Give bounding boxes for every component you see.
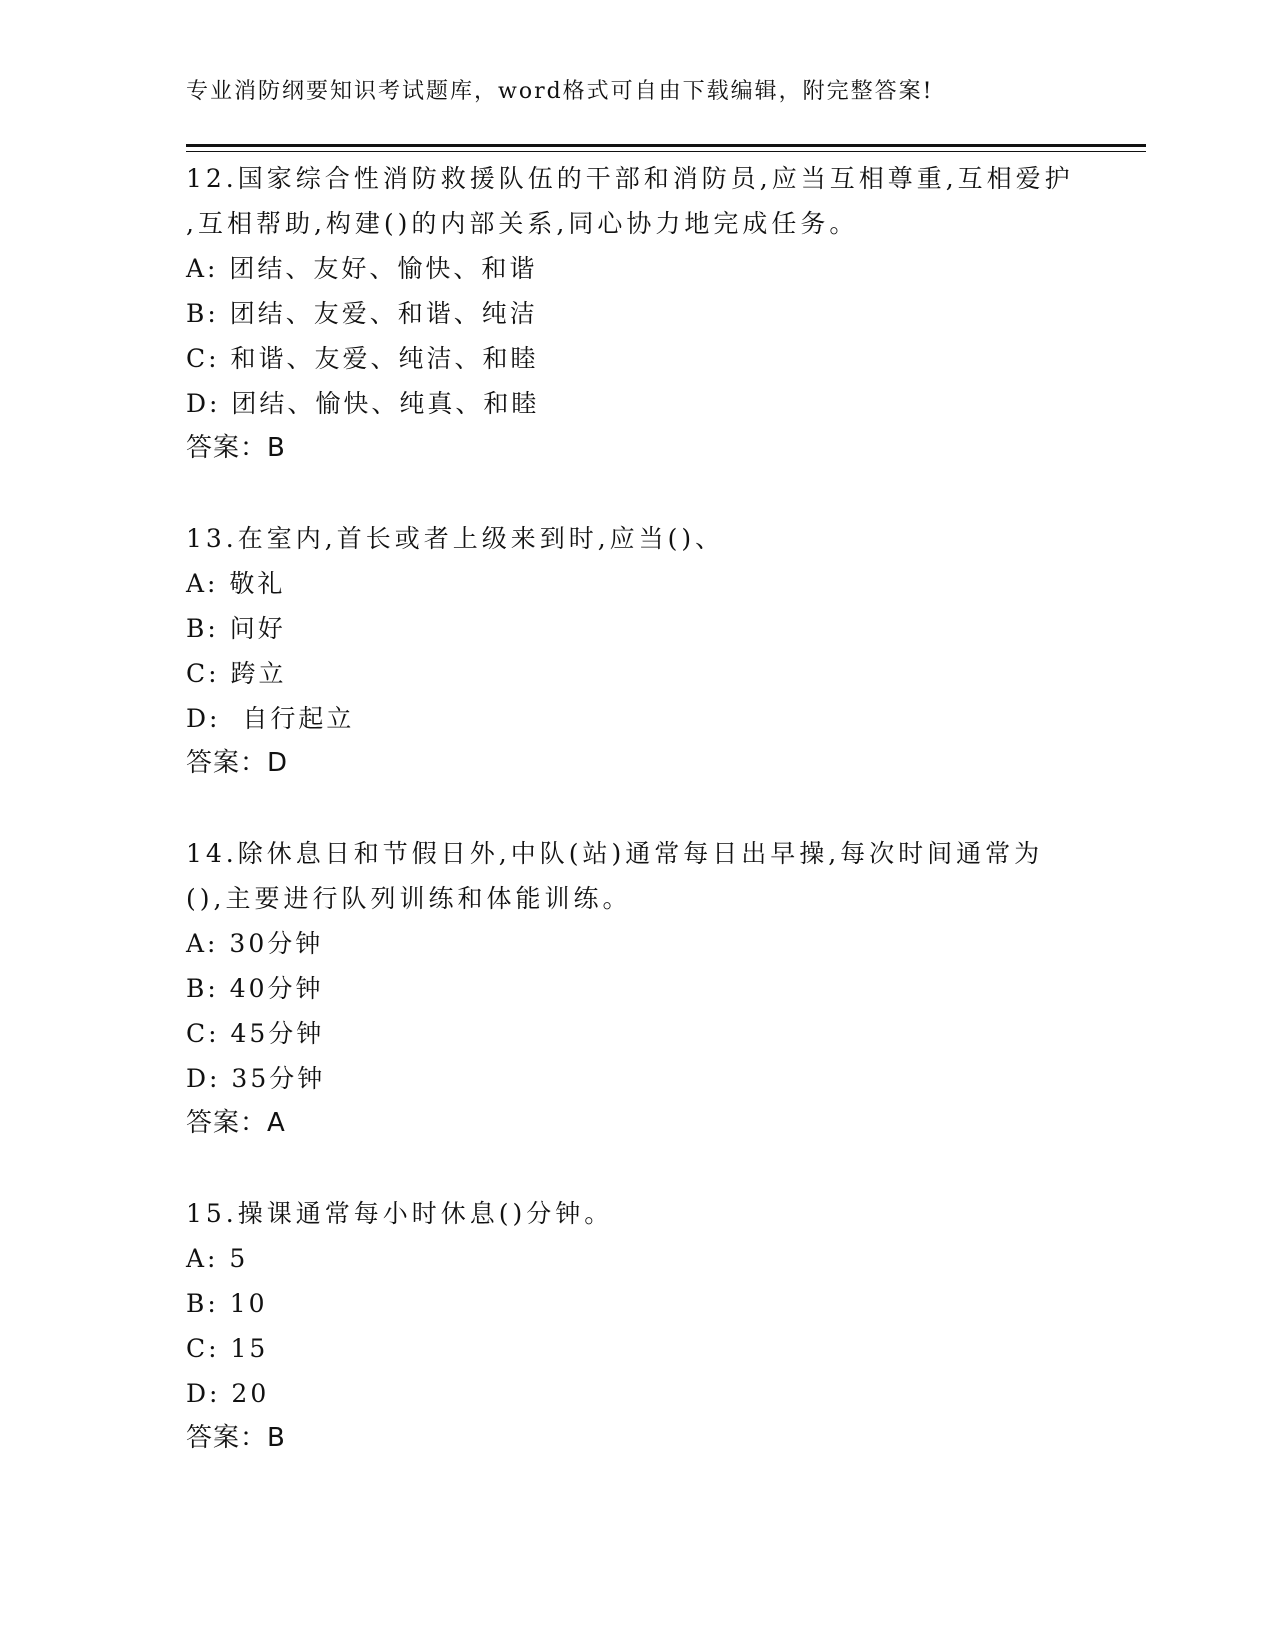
question-12	[186, 156, 1146, 471]
question-text-line: ,互相帮助,构建()的内部关系,同心协力地完成任务。	[186, 209, 859, 238]
option-d: D: 自行起立	[186, 704, 355, 733]
option-c: C: 和谐、友爱、纯洁、和睦	[186, 344, 539, 373]
question-text-line: 14.除休息日和节假日外,中队(站)通常每日出早操,每次时间通常为	[186, 839, 1044, 868]
option-a: A: 30分钟	[186, 929, 324, 958]
option-a: A: 5	[186, 1244, 249, 1273]
option-d: D: 20	[186, 1379, 270, 1408]
option-d: D: 35分钟	[186, 1064, 326, 1093]
answer: 答案：A	[186, 1108, 286, 1138]
option-a: A: 团结、友好、愉快、和谐	[186, 254, 538, 283]
question-text-line: 12.国家综合性消防救援队伍的干部和消防员,应当互相尊重,互相爱护	[186, 164, 1074, 193]
option-d: D: 团结、愉快、纯真、和睦	[186, 389, 540, 418]
header-rule-thick	[186, 144, 1146, 147]
question-text-line: 15.操课通常每小时休息()分钟。	[186, 1199, 614, 1228]
option-b: B: 问好	[186, 614, 286, 643]
question-text-line: 13.在室内,首长或者上级来到时,应当()、	[186, 524, 725, 553]
option-b: B: 10	[186, 1289, 268, 1318]
question-15	[186, 1191, 1146, 1461]
answer: 答案：B	[186, 433, 286, 463]
answer: 答案：B	[186, 1423, 286, 1453]
option-c: C: 跨立	[186, 659, 287, 688]
question-13	[186, 516, 1146, 786]
question-text-line: (),主要进行队列训练和体能训练。	[186, 884, 632, 913]
option-c: C: 15	[186, 1334, 269, 1363]
page-header: 专业消防纲要知识考试题库，word格式可自由下载编辑，附完整答案!	[186, 79, 934, 104]
header-rule-thin	[186, 151, 1146, 152]
option-a: A: 敬礼	[186, 569, 286, 598]
question-14	[186, 831, 1146, 1146]
answer: 答案：D	[186, 748, 289, 778]
option-b: B: 40分钟	[186, 974, 324, 1003]
question-list	[186, 156, 1146, 1461]
option-c: C: 45分钟	[186, 1019, 325, 1048]
option-b: B: 团结、友爱、和谐、纯洁	[186, 299, 538, 328]
